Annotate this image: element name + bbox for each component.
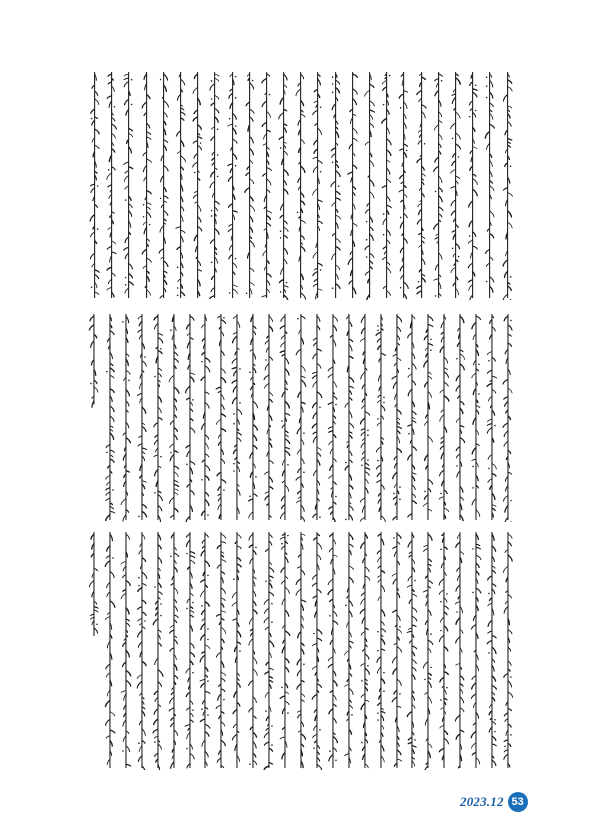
text-line (395, 70, 412, 300)
lower-left-text-block (86, 530, 516, 770)
text-line (213, 312, 229, 522)
text-line (197, 530, 213, 770)
text-line (468, 530, 484, 770)
text-line (404, 530, 420, 770)
text-line (206, 70, 223, 300)
text-line (327, 70, 344, 300)
text-line (413, 70, 430, 300)
text-line (150, 312, 166, 522)
text-line (258, 70, 275, 300)
text-line (293, 530, 309, 770)
text-line (373, 312, 389, 522)
text-line (344, 70, 361, 300)
text-line (261, 312, 277, 522)
text-line (229, 530, 245, 770)
text-line (325, 530, 341, 770)
text-line (189, 70, 206, 300)
text-line (102, 530, 118, 770)
text-line (420, 530, 436, 770)
text-line (361, 70, 378, 300)
text-line (182, 312, 198, 522)
text-line (447, 70, 464, 300)
text-line (229, 312, 245, 522)
text-line (197, 312, 213, 522)
text-line (103, 70, 120, 300)
text-line (309, 530, 325, 770)
text-line (404, 312, 420, 522)
issue-label: 2023.12 (460, 794, 504, 809)
text-line (464, 70, 481, 300)
text-line (224, 70, 241, 300)
text-line (166, 312, 182, 522)
text-line (341, 312, 357, 522)
text-line (155, 70, 172, 300)
text-line (245, 312, 261, 522)
text-line (420, 312, 436, 522)
text-line (261, 530, 277, 770)
text-line (138, 70, 155, 300)
text-line (357, 312, 373, 522)
text-line (150, 530, 166, 770)
text-line (389, 530, 405, 770)
text-line (277, 530, 293, 770)
text-line (378, 70, 395, 300)
text-line (120, 70, 137, 300)
text-line (452, 312, 468, 522)
text-line (172, 70, 189, 300)
text-line (436, 312, 452, 522)
text-line (134, 530, 150, 770)
text-line (481, 70, 498, 300)
text-line (245, 530, 261, 770)
text-line (341, 530, 357, 770)
page-footer (460, 792, 528, 812)
text-line (166, 530, 182, 770)
text-line (86, 70, 103, 300)
text-line (134, 312, 150, 522)
text-line (86, 312, 102, 522)
text-line (484, 530, 500, 770)
text-line (309, 312, 325, 522)
text-line (357, 530, 373, 770)
text-line (430, 70, 447, 300)
text-line (102, 312, 118, 522)
bottom-text-block (86, 312, 516, 522)
text-line (468, 312, 484, 522)
text-line (118, 530, 134, 770)
text-line (277, 312, 293, 522)
page-number-badge: 53 (508, 792, 528, 812)
text-line (484, 312, 500, 522)
text-line (389, 312, 405, 522)
text-line (500, 530, 516, 770)
top-text-block (86, 70, 516, 300)
text-line (325, 312, 341, 522)
text-line (500, 312, 516, 522)
text-line (373, 530, 389, 770)
text-line (86, 530, 102, 770)
text-line (241, 70, 258, 300)
text-line (499, 70, 516, 300)
text-line (182, 530, 198, 770)
text-line (292, 70, 309, 300)
text-line (436, 530, 452, 770)
text-line (118, 312, 134, 522)
text-line (452, 530, 468, 770)
text-line (213, 530, 229, 770)
text-line (293, 312, 309, 522)
text-line (275, 70, 292, 300)
text-line (309, 70, 326, 300)
